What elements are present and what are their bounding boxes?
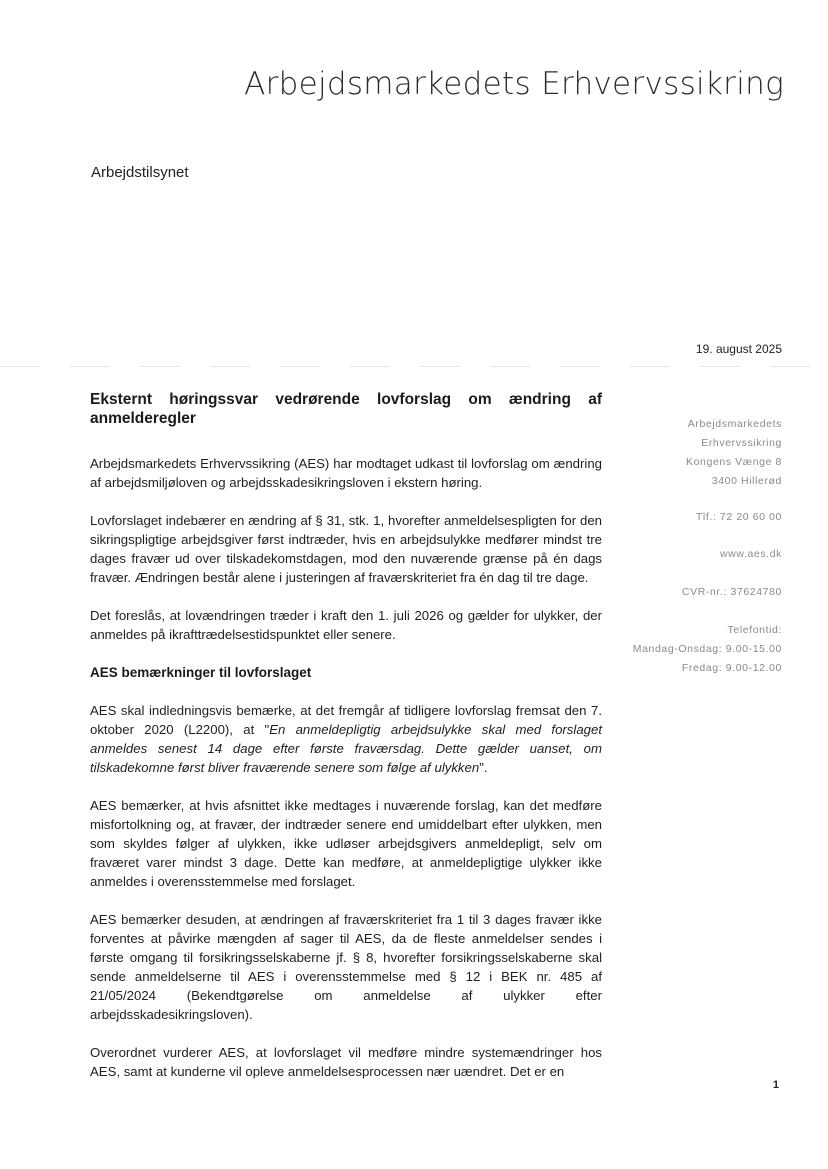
- paragraph-effective-date: Det foreslås, at lovændringen træder i kraft den 1. juli 2026 og gælder for ulykker, der anmeldes på ikrafttrædelsestidspunktet eller senere.: [90, 608, 602, 642]
- recipient: Arbejdstilsynet: [91, 164, 189, 181]
- section-heading: AES bemærkninger til lovforslaget: [90, 665, 312, 680]
- sender-address-block: [686, 415, 782, 491]
- sender-phone: Tlf.: 72 20 60 00: [695, 511, 782, 523]
- sender-org-line2: Erhvervssikring: [701, 437, 782, 449]
- sender-web-block: [720, 545, 782, 564]
- letter-body: [90, 390, 602, 1100]
- letter-date: 19. august 2025: [695, 342, 782, 356]
- sender-org-line1: Arbejdsmarkedets: [687, 418, 782, 430]
- paragraph-case-volume: AES bemærker desuden, at ændringen af fraværskriteriet fra 1 til 3 dages fravær ikke forventes at påvirke mængden af sager til AES, da de fleste anmeldelser sendes i første omgang til forsikringsselskaberne jf. § 8, hvorefter forsikringsselskaberne skal sende anmeldelserne til AES i overensstemmelse med § 12 i BEK nr. 485 af 21/05/2024 (Bekendtgørelse om anmeldelse af ulykker efter arbejdsskadesikringsloven).: [90, 912, 602, 1022]
- phone-hours-block: [633, 621, 782, 678]
- prior-bill-intro: AES skal indledningsvis bemærke, at det fremgår af tidligere lovforslag fremsat den 7. oktober 2020 (L2200), at ": [90, 703, 602, 737]
- paragraph-overall-assessment: Overordnet vurderer AES, at lovforslaget vil medføre mindre systemændringer hos AES, samt at kunderne vil opleve anmeldelsesprocessen nær uændret. Det er en: [90, 1045, 602, 1079]
- sender-phone-block: [696, 508, 782, 527]
- phone-hours-weekdays: Mandag-Onsdag: 9.00-15.00: [632, 643, 782, 655]
- letter-title: Eksternt høringssvar vedrørende lovforslag om ændring af anmelderegler: [90, 391, 602, 427]
- sender-website[interactable]: www.aes.dk: [719, 548, 782, 560]
- brand-name: Arbejdsmarkedets Erhvervssikring: [244, 66, 784, 102]
- paragraph-misinterpretation: AES bemærker, at hvis afsnittet ikke medtages i nuværende forslag, kan det medføre misfortolkning og, at fravær, der indtræder senere end umiddelbart efter ulykken, men som skyldes følger af ulykken, ikke udløser arbejdsgivers anmeldepligt, selv om fraværet varer mindst 3 dage. Dette kan medføre, at anmeldepligtige ulykker ikke anmeldes i overensstemmelse med forslaget.: [90, 798, 602, 889]
- sender-cvr: CVR-nr.: 37624780: [681, 586, 782, 598]
- paragraph-proposal: Lovforslaget indebærer en ændring af § 31, stk. 1, hvorefter anmeldelsespligten for den sikringspligtige arbejdsgiver først indtræder, hvis en arbejdsulykke medfører mindst tre dages fravær ud over tilskadekomstdagen, mod den nuværende grænse på én dags fravær. Ændringen består alene i justeringen af fraværskriteriet fra én dag til tre dage.: [90, 513, 602, 585]
- phone-hours-friday: Fredag: 9.00-12.00: [681, 662, 782, 674]
- sender-street: Kongens Vænge 8: [686, 456, 782, 468]
- paragraph-intro: Arbejdsmarkedets Erhvervssikring (AES) har modtaget udkast til lovforslag om ændring af arbejdsmiljøloven og arbejdsskadesikringsloven i ekstern høring.: [90, 456, 602, 490]
- prior-bill-end: ".: [479, 760, 488, 775]
- sender-cvr-block: [682, 583, 782, 602]
- paragraph-prior-bill: [90, 701, 602, 777]
- prior-bill-quote: En anmeldepligtig arbejdsulykke skal med forslaget anmeldes senest 14 dage efter første fraværsdag. Dette gælder uanset, om tilskadekomne først bliver fraværende senere som følge af ulykken: [90, 722, 603, 775]
- fold-line: [0, 366, 828, 367]
- phone-hours-label: Telefontid:: [727, 624, 782, 636]
- page-number: 1: [772, 1079, 779, 1091]
- sender-city: 3400 Hillerød: [711, 475, 782, 487]
